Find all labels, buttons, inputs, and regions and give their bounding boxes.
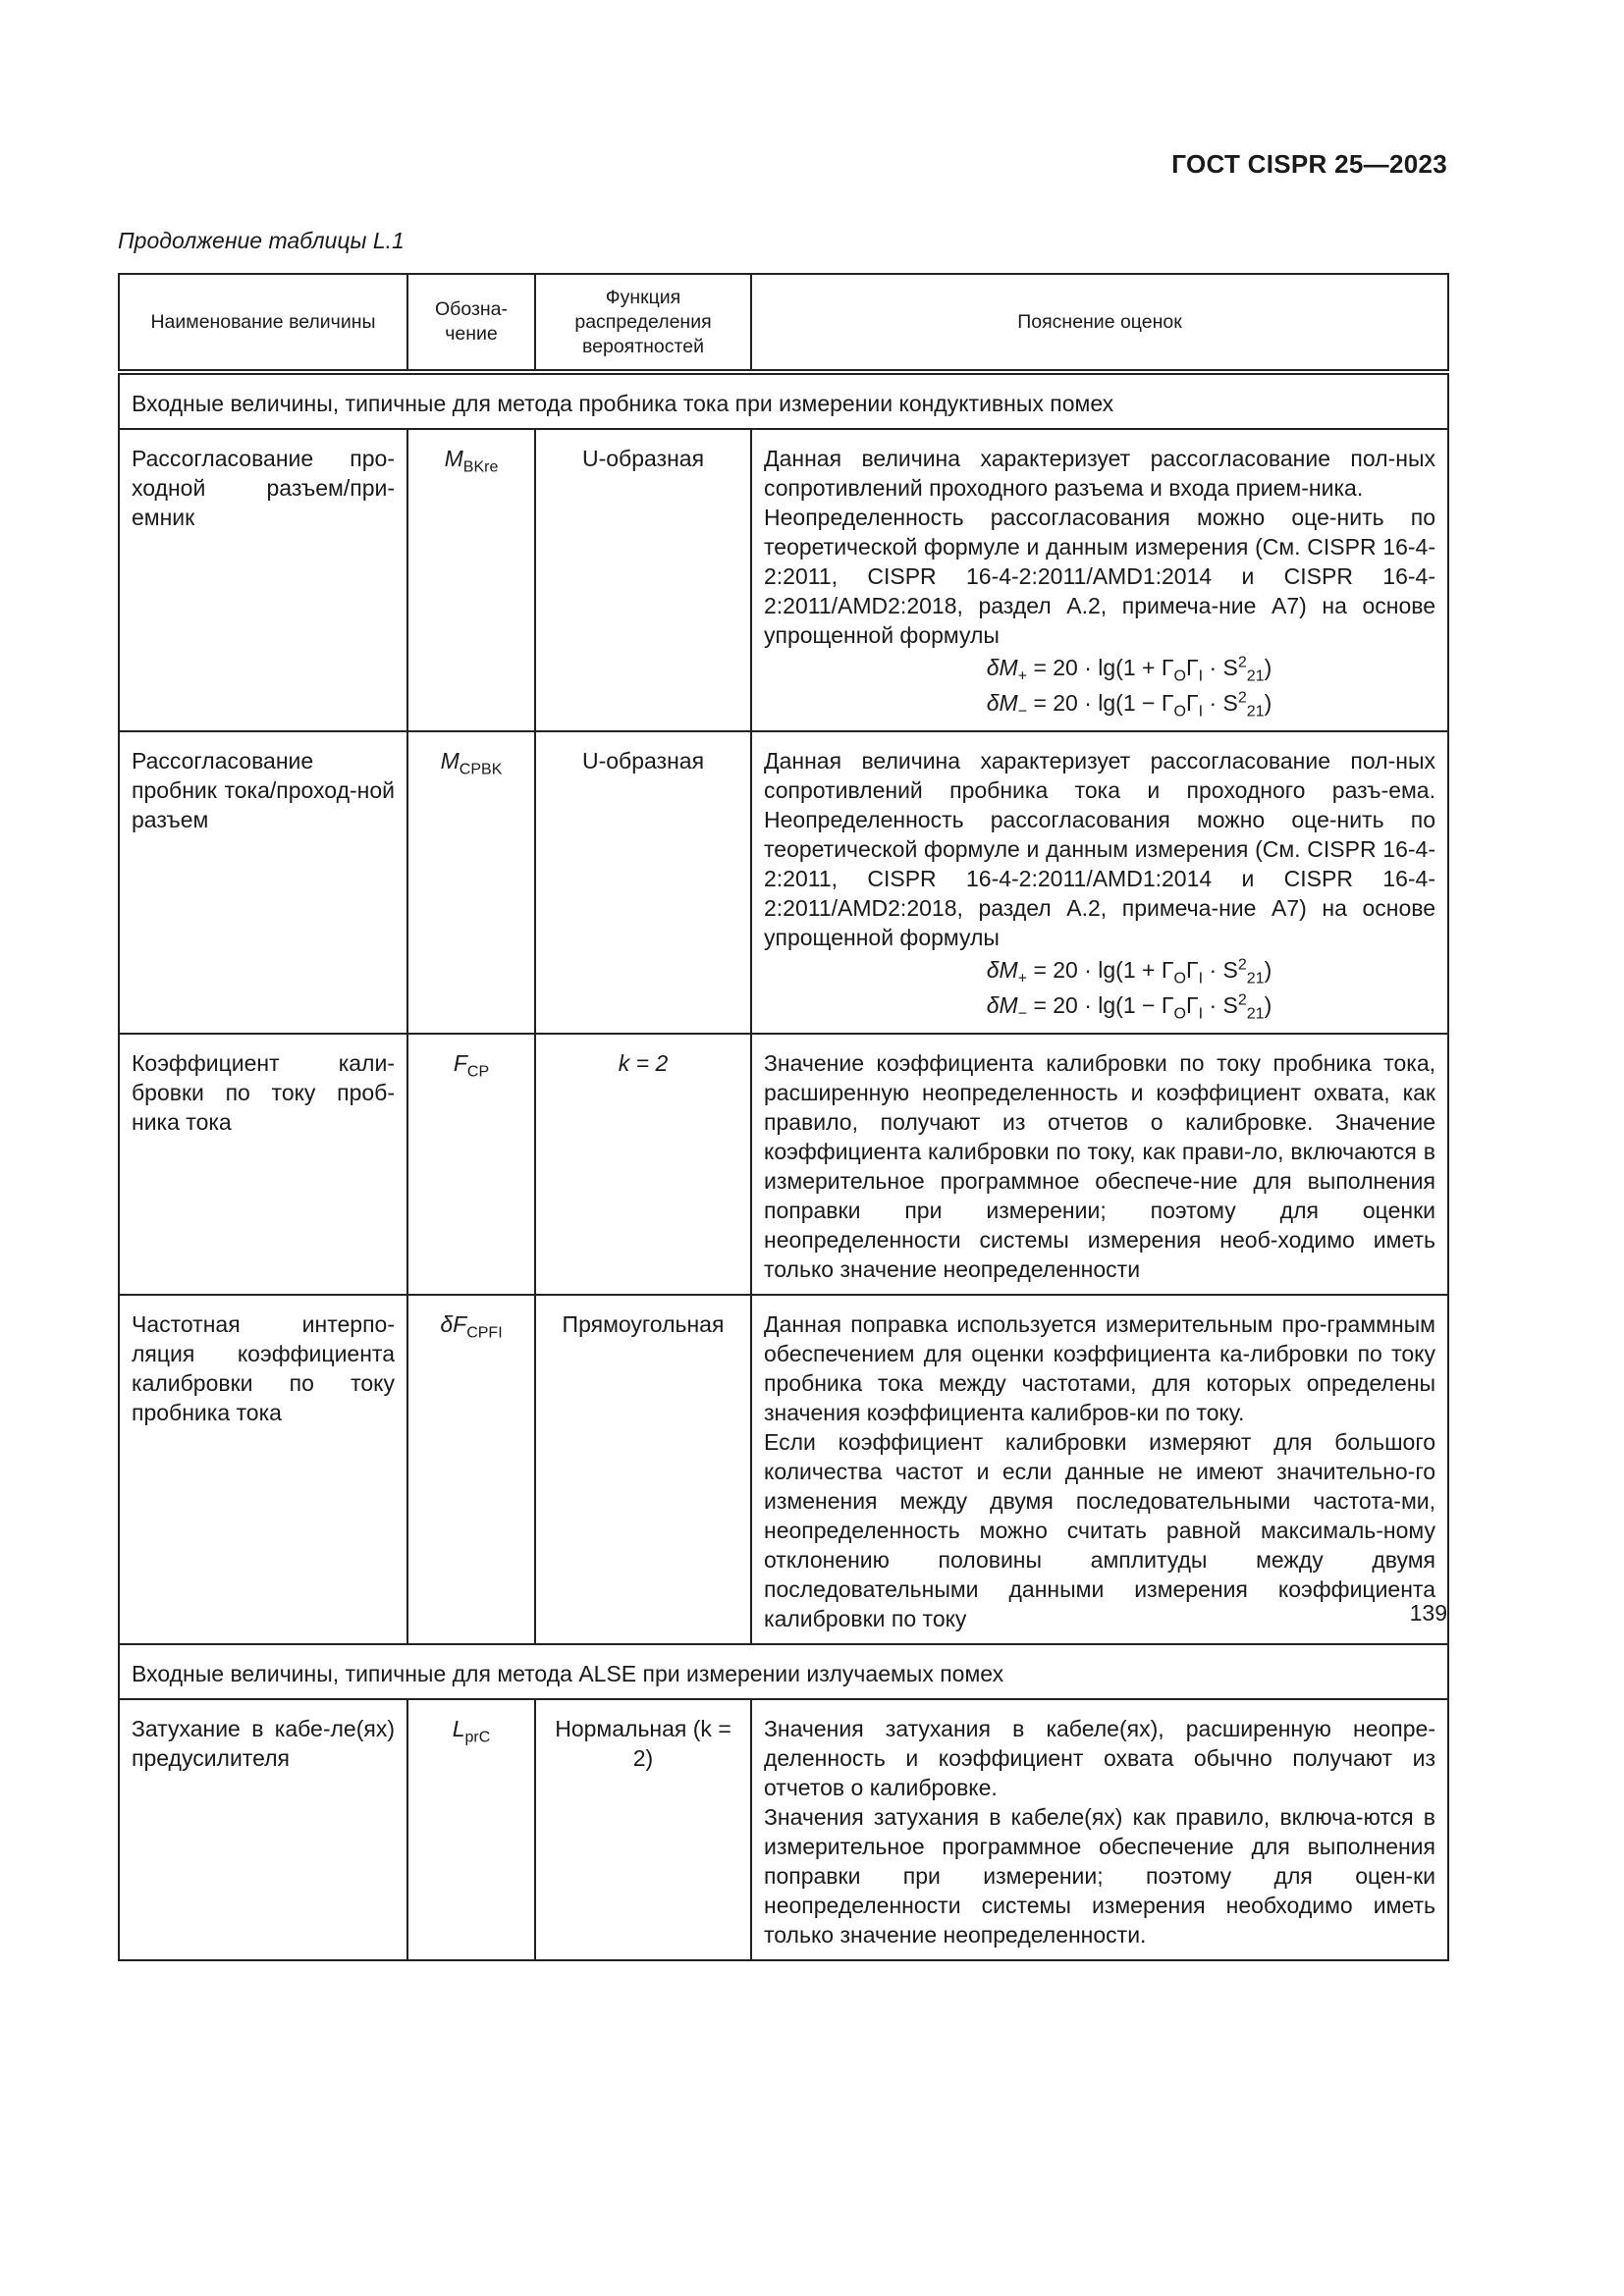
explanation [751, 429, 1448, 731]
quantity-name: Затухание в кабе-ле(ях) предусилителя [119, 1699, 407, 1960]
explanation-paragraph: Если коэффициент калибровки измеряют для большого количества частот и если данные не имеют значительно-го изменения между двумя последовательными частота-ми, неопределенность можно считать равной максималь-ному отклонению половины амплитуды между двумя последовательными данными измерения коэффициента калибровки по току [764, 1429, 1435, 1631]
formula: $\delta M_+ = 20 \cdot \lg(1 + \Gamma_O\Gamma_I \cdot S^2_{21})$ [986, 956, 1272, 988]
section-title: Входные величины, типичные для метода пробника тока при измерении кондуктивных помех [119, 372, 1448, 429]
table-row [119, 1295, 1448, 1644]
explanation-paragraph: Значение коэффициента калибровки по току пробника тока, расширенную неопределенность и коэффициент охвата, как правило, получают из отчетов о калибровке. Значение коэффициента калибровки по току, как прави-ло, включаются в измерительное программное обеспече-ние для выполнения поправки при измерении; поэтому для оценки неопределенности системы измерения необ-ходимо иметь только значение неопределенности [764, 1050, 1435, 1282]
quantity-name: Рассогласование пробник тока/проход-ной разъем [119, 731, 407, 1034]
explanation [751, 1295, 1448, 1644]
quantity-symbol [407, 1295, 535, 1644]
symbol-base: M [440, 748, 460, 774]
symbol-base: M [444, 446, 463, 471]
column-header-explanation: Пояснение оценок [751, 274, 1448, 372]
table-row [119, 1034, 1448, 1295]
column-header-distribution: Функция распределения вероятностей [535, 274, 751, 372]
explanation [751, 1034, 1448, 1295]
explanation-paragraph: Данная величина характеризует рассогласование пол-ных сопротивлений пробника тока и проходного разъ-ема. Неопределенность рассогласования можно оце-нить по теоретической формуле и данным измерения (См. CISPR 16-4-2:2011, CISPR 16-4-2:2011/AMD1:2014 и CISPR 16-4-2:2011/AMD2:2018, раздел A.2, примеча-ние A7) на основе упрощенной формулы [764, 748, 1435, 950]
quantity-symbol [407, 1034, 535, 1295]
column-header-name: Наименование величины [119, 274, 407, 372]
symbol-base: L [452, 1716, 465, 1741]
symbol-subscript: CPBK [459, 761, 503, 778]
symbol-base: F [453, 1050, 467, 1076]
column-header-symbol: Обозна-чение [407, 274, 535, 372]
explanation-paragraph: Данная величина характеризует рассогласование пол-ных сопротивлений проходного разъема и входа прием-ника. [764, 446, 1435, 501]
table-row [119, 429, 1448, 731]
quantity-symbol [407, 731, 535, 1034]
formula: $\delta M_- = 20 \cdot \lg(1 - \Gamma_O\Gamma_I \cdot S^2_{21})$ [986, 689, 1272, 721]
explanation-paragraph: Значения затухания в кабеле(ях) как правило, включа-ются в измерительное программное обеспечение для выполнения поправки при измерении; поэтому для оцен-ки неопределенности системы измерения необходимо иметь только значение неопределенности. [764, 1804, 1435, 1948]
quantity-symbol [407, 1699, 535, 1960]
uncertainty-table [118, 273, 1449, 1961]
distribution: U-образная [535, 731, 751, 1034]
quantity-name: Частотная интерпо-ляция коэффициента калибровки по току пробника тока [119, 1295, 407, 1644]
distribution: Прямоугольная [535, 1295, 751, 1644]
table-header [119, 274, 1448, 372]
explanation-paragraph: Данная поправка используется измерительным про-граммным обеспечением для оценки коэффициента ка-либровки по току пробника тока между частотами, для которых определены значения коэффициента калибров-ки по току. [764, 1311, 1435, 1425]
distribution: Нормальная (k = 2) [535, 1699, 751, 1960]
page-number: 139 [1409, 1600, 1447, 1626]
document-code: ГОСТ CISPR 25—2023 [1171, 149, 1447, 179]
explanation [751, 1699, 1448, 1960]
table-row [119, 1699, 1448, 1960]
symbol-subscript: CPFI [466, 1324, 503, 1342]
symbol-subscript: prC [464, 1729, 491, 1746]
quantity-name: Рассогласование про-ходной разъем/при-емник [119, 429, 407, 731]
symbol-base: δF [440, 1311, 467, 1337]
formula: $\delta M_+ = 20 \cdot \lg(1 + \Gamma_O\Gamma_I \cdot S^2_{21})$ [986, 654, 1272, 685]
formula: $\delta M_- = 20 \cdot \lg(1 - \Gamma_O\Gamma_I \cdot S^2_{21})$ [986, 991, 1272, 1023]
table-caption: Продолжение таблицы L.1 [118, 228, 405, 253]
quantity-name: Коэффициент кали-бровки по току проб-ника тока [119, 1034, 407, 1295]
section-row [119, 1644, 1448, 1699]
quantity-symbol [407, 429, 535, 731]
explanation-paragraph: Неопределенность рассогласования можно оце-нить по теоретической формуле и данным измерения (См. CISPR 16-4-2:2011, CISPR 16-4-2:2011/AMD1:2014 и CISPR 16-4-2:2011/AMD2:2018, раздел A.2, примеча-ние A7) на основе упрощенной формулы [764, 505, 1435, 648]
table-row [119, 731, 1448, 1034]
distribution: k = 2 [535, 1034, 751, 1295]
section-row [119, 372, 1448, 429]
symbol-subscript: BKre [462, 458, 499, 476]
explanation-paragraph: Значения затухания в кабеле(ях), расширенную неопре-деленность и коэффициент охвата обычно получают из отчетов о калибровке. [764, 1716, 1435, 1800]
distribution: U-образная [535, 429, 751, 731]
section-title: Входные величины, типичные для метода ALSE при измерении излучаемых помех [119, 1644, 1448, 1699]
symbol-subscript: CP [466, 1063, 490, 1081]
explanation [751, 731, 1448, 1034]
